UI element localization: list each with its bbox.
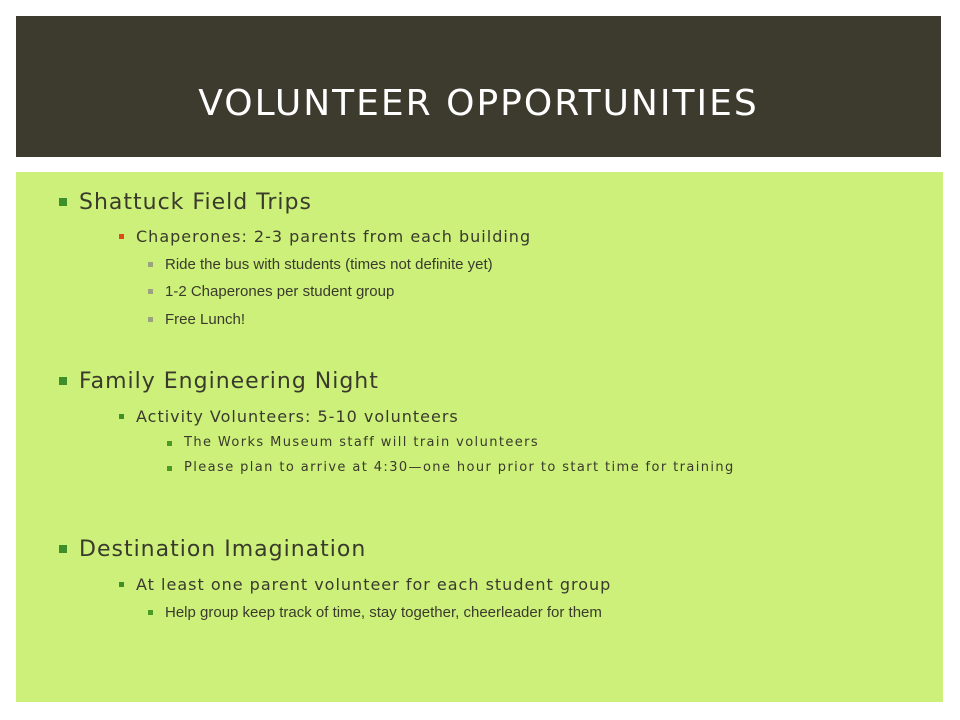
detail-text: The Works Museum staff will train volunteers xyxy=(184,435,540,450)
detail-item xyxy=(165,256,493,273)
section-heading-family-engineering xyxy=(79,369,379,394)
square-bullet-icon xyxy=(148,610,153,615)
detail-item xyxy=(165,311,245,328)
section-heading-text: Family Engineering Night xyxy=(79,369,379,394)
square-bullet-icon xyxy=(167,466,172,471)
slide-title: VOLUNTEER OPPORTUNITIES xyxy=(198,83,759,124)
square-bullet-icon xyxy=(148,317,153,322)
sub-item-text: Chaperones: 2-3 parents from each building xyxy=(136,227,532,246)
sub-item-text: Activity Volunteers: 5-10 volunteers xyxy=(136,407,459,426)
square-bullet-icon xyxy=(59,198,67,206)
detail-text: Free Lunch! xyxy=(165,311,246,328)
title-bar xyxy=(16,16,941,157)
detail-item xyxy=(165,604,602,621)
square-bullet-icon xyxy=(119,414,124,419)
section-heading-destination-imagination xyxy=(79,537,366,562)
sub-item-text: At least one parent volunteer for each student group xyxy=(136,575,612,594)
content-panel xyxy=(16,172,943,702)
detail-text: Ride the bus with students (times not definite yet) xyxy=(165,256,493,273)
square-bullet-icon xyxy=(148,289,153,294)
sub-item-activity-volunteers xyxy=(136,407,459,426)
section-heading-text: Destination Imagination xyxy=(79,537,367,562)
square-bullet-icon xyxy=(119,582,124,587)
detail-item xyxy=(184,435,539,450)
detail-item xyxy=(165,283,394,300)
detail-item xyxy=(184,460,735,475)
square-bullet-icon xyxy=(148,262,153,267)
square-bullet-icon xyxy=(167,441,172,446)
square-bullet-icon xyxy=(59,545,67,553)
detail-text: 1-2 Chaperones per student group xyxy=(165,283,395,300)
square-bullet-icon xyxy=(59,377,67,385)
square-bullet-icon xyxy=(119,234,124,239)
sub-item-chaperones xyxy=(136,227,531,246)
detail-text: Help group keep track of time, stay together, cheerleader for them xyxy=(165,604,602,621)
sub-item-parent-volunteer xyxy=(136,575,611,594)
section-heading-shattuck xyxy=(79,190,312,215)
section-heading-text: Shattuck Field Trips xyxy=(79,190,312,215)
detail-text: Please plan to arrive at 4:30—one hour prior to start time for training xyxy=(184,460,735,475)
